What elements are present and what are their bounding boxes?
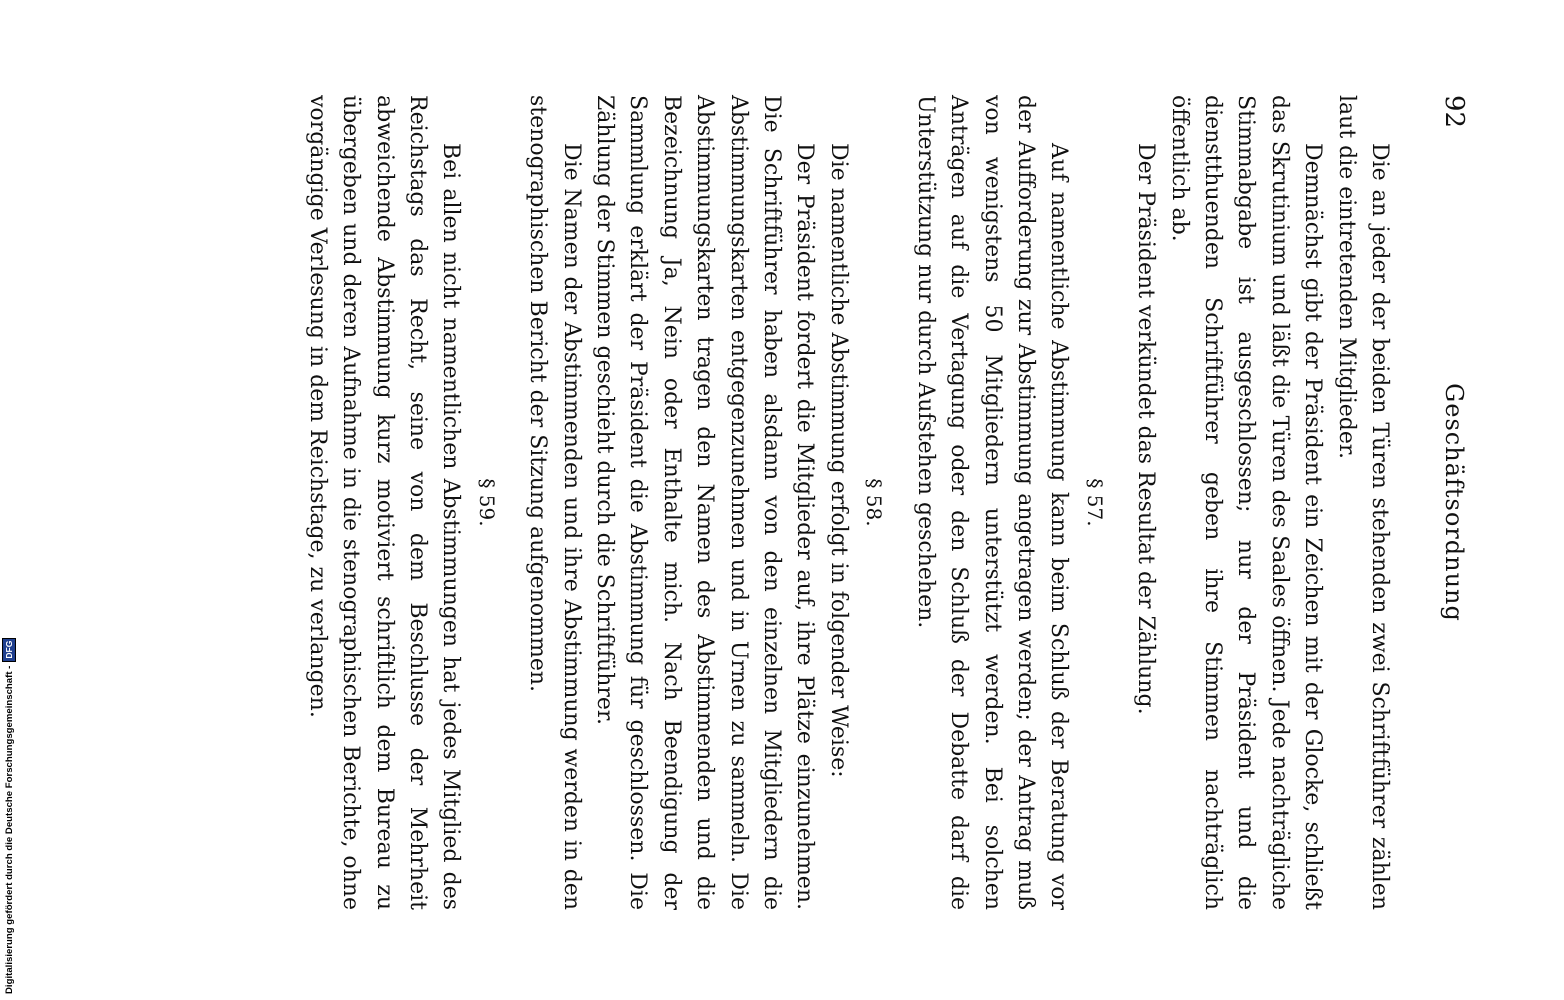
paragraph: Demnächst gibt der Präsident ein Zeichen mit der Glocke, schließt das Skrutinium und läßt die Türen des Saales öffnen. Jede nachträgliche Stimmabgabe ist ausgeschlossen; nur der Präsident und die dienstthuenden Schriftführer geben ihre Stimmen nachträglich öffentlich ab. xyxy=(1166,95,1326,910)
paragraph: Auf namentliche Abstimmung kann beim Schluß der Beratung vor der Aufforderung zur Abstimmung angetragen werden; der Antrag muß von wenigstens 50 Mitgliedern unterstützt werden. Bei solchen Anträgen auf die Vertagung oder den Schluß der Debatte darf die Unterstützung nur durch Aufstehen geschehen. xyxy=(912,95,1072,910)
funding-note: Digitalisierung gefördert durch die Deutsche Forschungsgemeinschaft - xyxy=(3,665,15,994)
page-number: 92 xyxy=(1439,95,1469,129)
dfg-logo: DFG xyxy=(2,638,16,662)
paragraph: Die namentliche Abstimmung erfolgt in folgender Weise: xyxy=(825,143,851,778)
section-heading-58: § 58. xyxy=(862,478,887,527)
paragraph: Die an jeder der beiden Türen stehenden zwei Schriftführer zählen laut die eintretenden Mitglieder. xyxy=(1333,95,1392,910)
paragraph: Der Präsident verkündet das Resultat der Zählung. xyxy=(1133,143,1159,715)
paragraph: Die Namen der Abstimmenden und ihre Abstimmung werden in den stenographischen Bericht der Sitzung aufgenommen. xyxy=(525,95,584,910)
body-text xyxy=(300,95,1396,910)
digitization-footer xyxy=(2,602,16,994)
section-heading-57: § 57. xyxy=(1082,478,1107,527)
running-title: Geschäftsordnung xyxy=(1440,383,1468,622)
section-heading-59: § 59. xyxy=(474,478,499,527)
running-head xyxy=(1434,95,1470,910)
paragraph: Bei allen nicht namentlichen Abstimmungen hat jedes Mitglied des Reichstags das Recht, seine von dem Beschlusse der Mehrheit abweichende Abstimmung kurz motiviert schriftlich dem Bureau zu übergeben und deren Aufnahme in die stenographischen Berichte, ohne vorgängige Verlesung in dem Reichstage, zu verlangen. xyxy=(304,95,464,910)
rotated-book-page xyxy=(130,95,1470,910)
paragraph: Der Präsident fordert die Mitglieder auf, ihre Plätze einzunehmen. Die Schriftführer haben alsdann von den einzelnen Mitgliedern die Abstimmungskarten entgegenzunehmen und in Urnen zu sammeln. Die Abstimmungskarten tragen den Namen des Abstimmenden und die Bezeichnung Ja, Nein oder Enthalte mich. Nach Beendigung der Sammlung erklärt der Präsident die Abstimmung für geschlossen. Die Zählung der Stimmen geschieht durch die Schriftführer. xyxy=(592,95,818,910)
